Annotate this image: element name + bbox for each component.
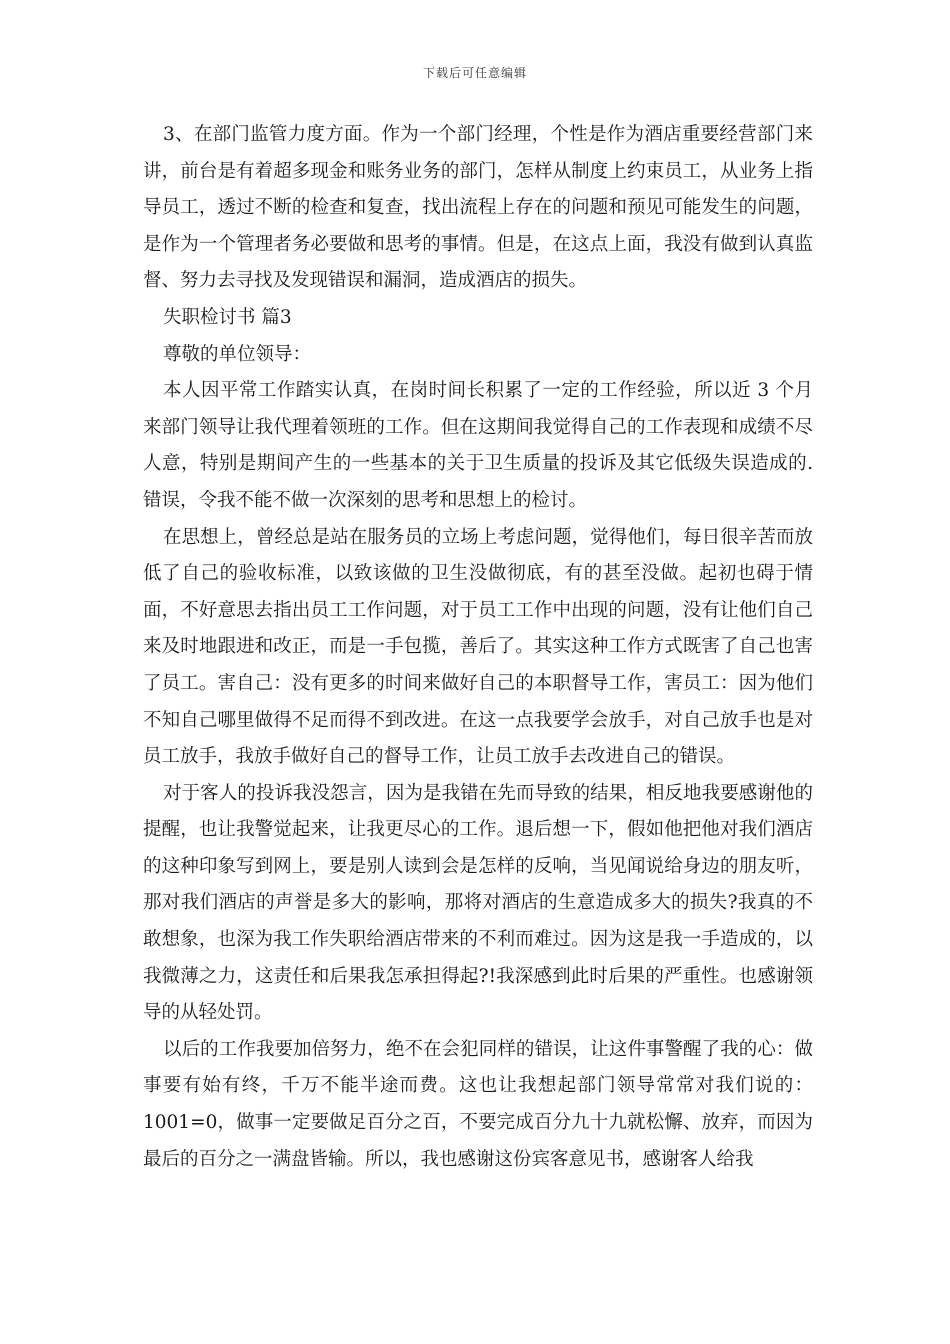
section-title: 失职检讨书 篇3 bbox=[163, 306, 292, 328]
paragraph-thinking: 在思想上，曾经总是站在服务员的立场上考虑问题，觉得他们，每日很辛苦而放低了自己的验收标准，以致该做的卫生没做彻底，有的甚至没做。起初也碍于情面，不好意思去指出员工工作问题，对于员工工作中出现的问题，没有让他们自己来及时地跟进和改正，而是一手包揽，善后了。其实这种工作方式既害了自己也害了员工。害自己：没有更多的时间来做好自己的本职督导工作，害员工：因为他们不知自己哪里做得不足而得不到改进。在这一点我要学会放手，对自己放手也是对员工放手，我放手做好自己的督导工作，让员工放手去改进自己的错误。 bbox=[143, 526, 813, 768]
page-header: 下载后可任意编辑 bbox=[422, 66, 527, 80]
paragraph-future-work: 以后的工作我要加倍努力，绝不在会犯同样的错误，让这件事警醒了我的心：做事要有始有终，千万不能半途而费。这也让我想起部门领导常常对我们说的：1001=0，做事一定要做足百分之百，不要完成百分九十九就松懈、放弃，而因为最后的百分之一满盘皆输。所以，我也感谢这份宾客意见书，感谢客人给我 bbox=[143, 1038, 813, 1170]
paragraph-complaint: 对于客人的投诉我没怨言，因为是我错在先而导致的结果，相反地我要感谢他的提醒，也让我警觉起来，让我更尽心的工作。退后想一下，假如他把他对我们酒店的这种印象写到网上，要是别人读到会是怎样的反响，当见闻说给身边的朋友听，那对我们酒店的声誉是多大的影响，那将对酒店的生意造成多大的损失?我真的不敢想象，也深为我工作失职给酒店带来的不利而难过。因为这是我一手造成的，以我微薄之力，这责任和后果我怎承担得起?!我深感到此时后果的严重性。也感谢领导的从轻处罚。 bbox=[143, 782, 813, 1024]
paragraph-supervision: 3、在部门监管力度方面。作为一个部门经理，个性是作为酒店重要经营部门来讲，前台是有着超多现金和账务业务的部门，怎样从制度上约束员工，从业务上指导员工，透过不断的检查和复查，找出流程上存在的问题和预见可能发生的问题，是作为一个管理者务必要做和思考的事情。但是，在这点上面，我没有做到认真监督、努力去寻找及发现错误和漏洞，造成酒店的损失。 bbox=[143, 124, 813, 292]
document-body bbox=[143, 117, 813, 1178]
salutation: 尊敬的单位领导： bbox=[163, 343, 312, 365]
paragraph-introduction: 本人因平常工作踏实认真，在岗时间长积累了一定的工作经验，所以近 3 个月来部门领导让我代理着领班的工作。但在这期间我觉得自己的工作表现和成绩不尽人意，特别是期间产生的一些基本的关于卫生质量的投诉及其它低级失误造成的.错误，令我不能不做一次深刻的思考和思想上的检讨。 bbox=[143, 380, 813, 511]
